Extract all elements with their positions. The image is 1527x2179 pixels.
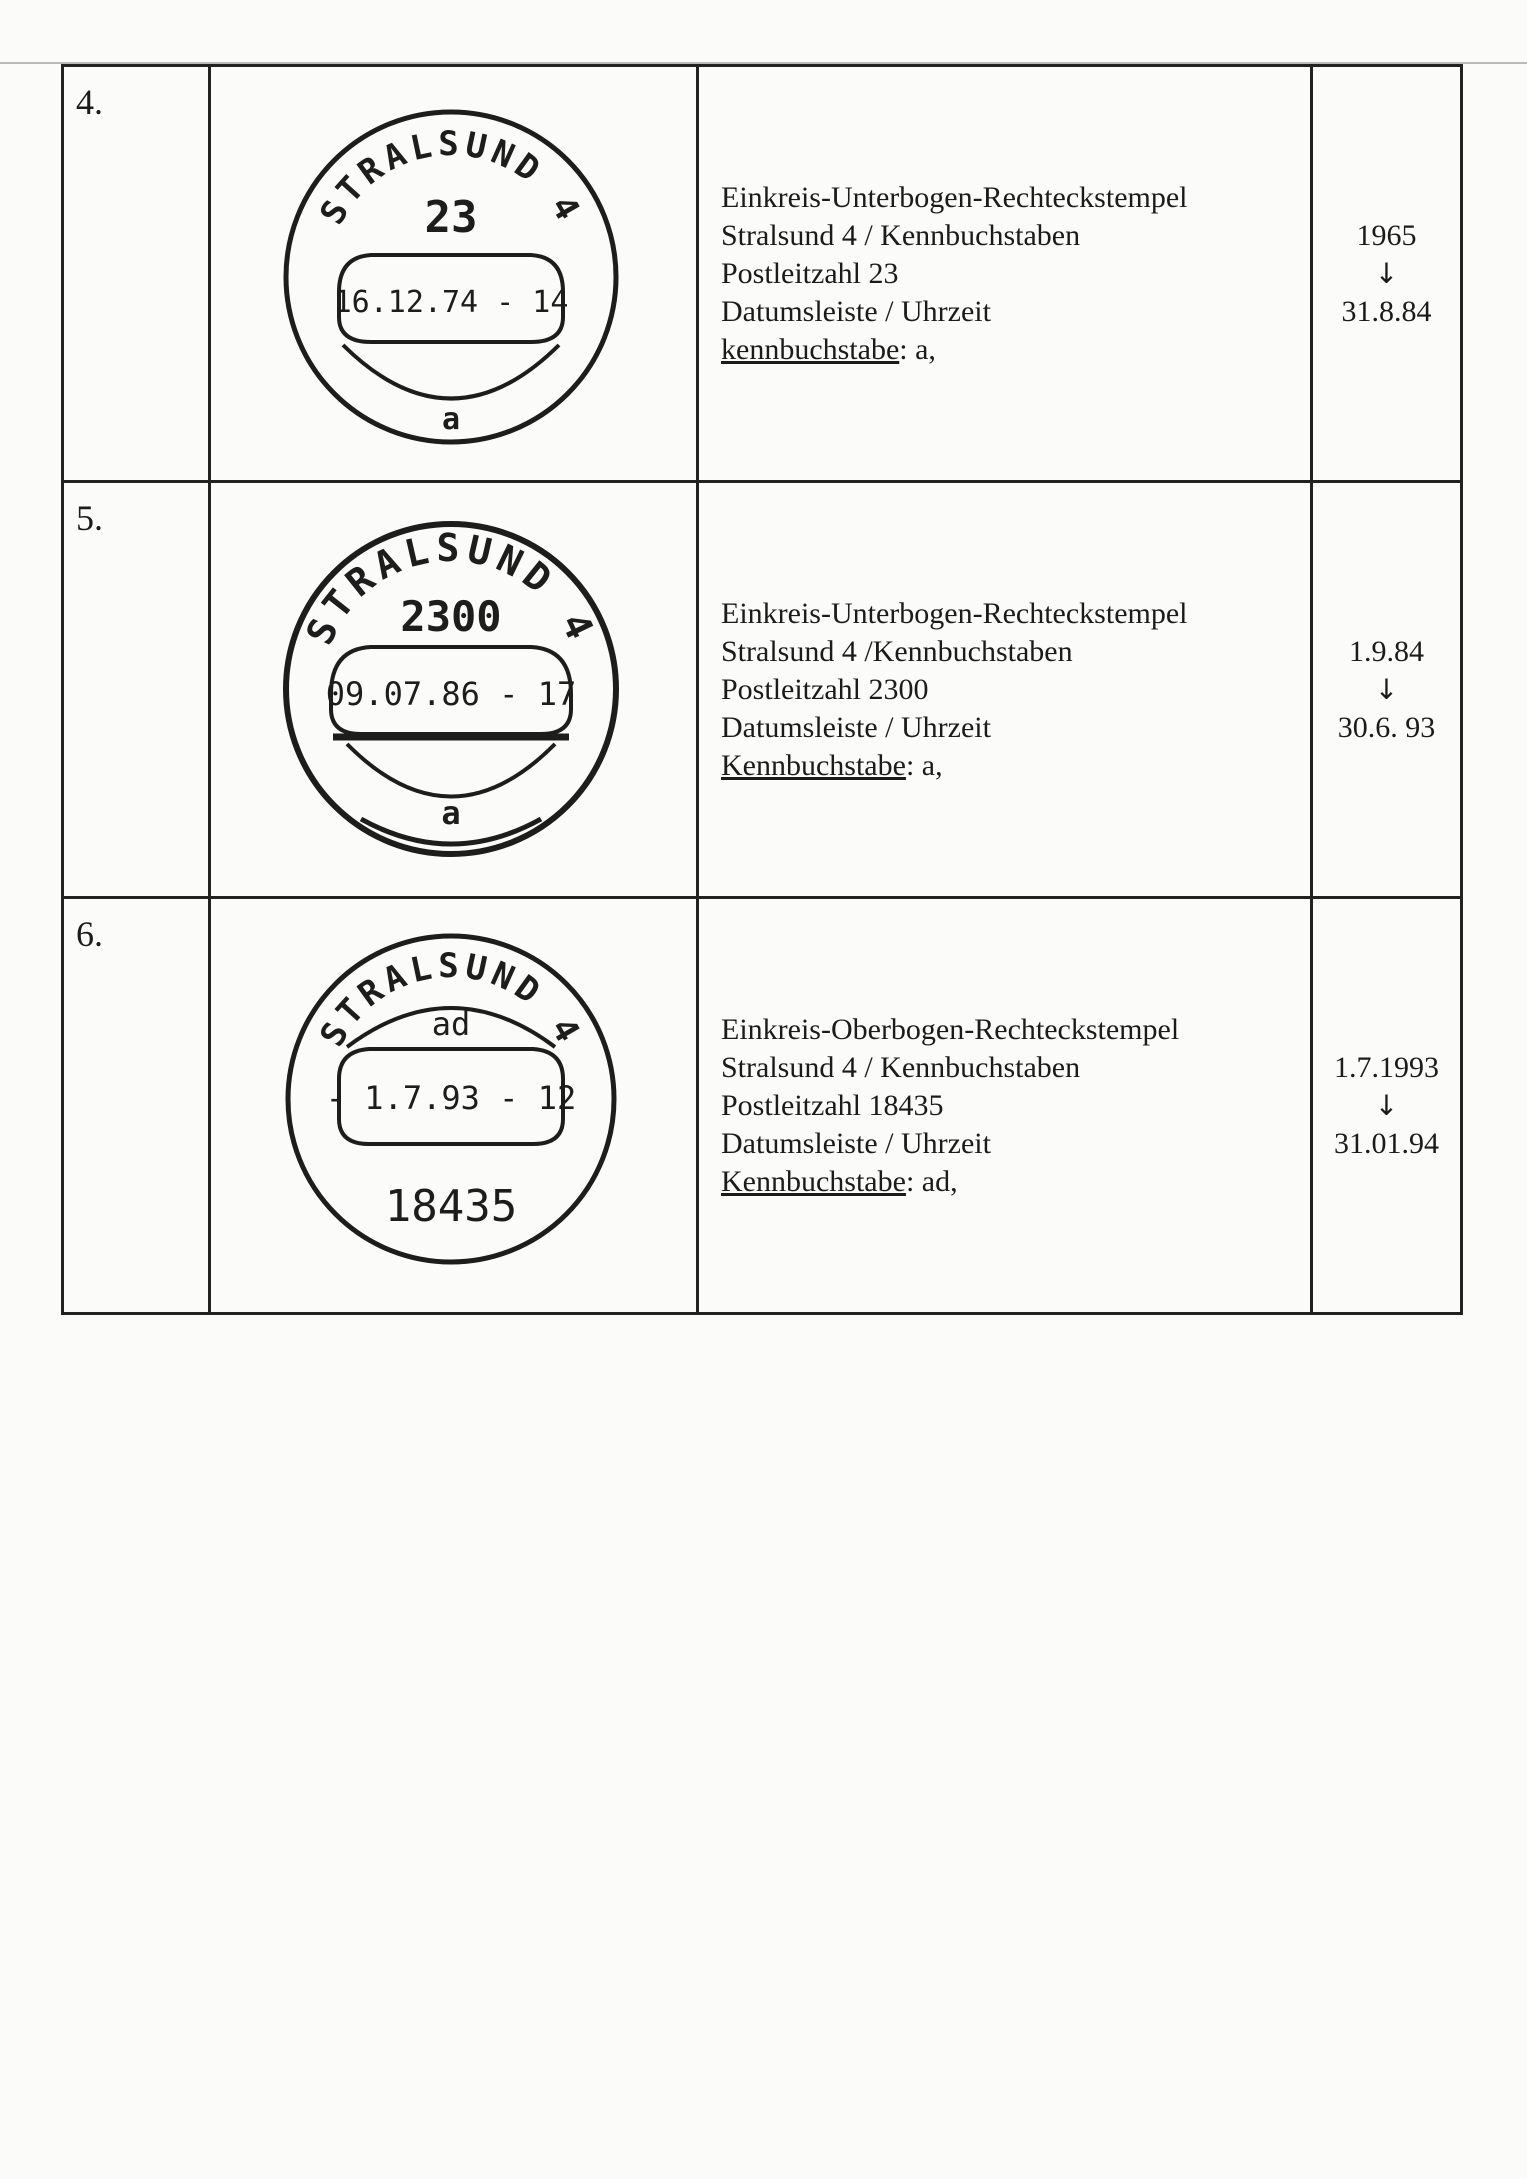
date-to: 31.8.84 xyxy=(1341,294,1432,328)
postmark-table xyxy=(61,64,1463,1315)
arrow-down-icon: ↓ xyxy=(1374,672,1399,706)
stamp-date: 16.12.74 - 14 xyxy=(333,285,569,320)
stamp-type: Einkreis-Oberbogen-Rechteckstempel xyxy=(721,1012,1180,1046)
stamp-letter-value: : a, xyxy=(905,748,943,782)
table-row xyxy=(63,66,1462,482)
postmark-stamp-image xyxy=(281,929,621,1269)
stamp-cell xyxy=(210,898,698,1314)
stamp-postcode: Postleitzahl 23 xyxy=(721,256,899,290)
description-cell xyxy=(698,66,1312,482)
stamp-bottom-text: a xyxy=(441,794,461,832)
stamp-letter-label: kennbuchstabe xyxy=(721,332,900,366)
date-from: 1.9.84 xyxy=(1349,634,1424,668)
row-number: 6. xyxy=(63,898,210,1314)
stamp-cell xyxy=(210,482,698,898)
row-number: 5. xyxy=(63,482,210,898)
stamp-center-text: ad xyxy=(431,1005,471,1043)
stamp-date: - 1.7.93 - 12 xyxy=(325,1079,577,1117)
postmark-stamp-image xyxy=(281,519,621,859)
stamp-city: STRALSUND 4 xyxy=(312,946,590,1054)
stamp-office: Stralsund 4 / Kennbuchstaben xyxy=(721,218,1081,252)
stamp-letter-value: : a, xyxy=(899,332,936,366)
stamp-dateline: Datumsleiste / Uhrzeit xyxy=(721,710,991,744)
stamp-postcode: Postleitzahl 2300 xyxy=(721,672,929,706)
stamp-letter-label: Kennbuchstabe xyxy=(721,748,906,782)
stamp-bottom-text: 18435 xyxy=(384,1181,518,1232)
arrow-down-icon: ↓ xyxy=(1374,256,1399,290)
stamp-date: 09.07.86 - 17 xyxy=(325,675,577,713)
stamp-office: Stralsund 4 / Kennbuchstaben xyxy=(721,1050,1081,1084)
arrow-down-icon: ↓ xyxy=(1374,1088,1399,1122)
date-from: 1.7.1993 xyxy=(1334,1050,1439,1084)
table-row xyxy=(63,482,1462,898)
stamp-city: STRALSUND 4 xyxy=(312,124,590,232)
date-from: 1965 xyxy=(1356,218,1417,252)
stamp-letter-value: : ad, xyxy=(905,1164,958,1198)
stamp-city: STRALSUND 4 xyxy=(297,526,605,652)
stamp-office: Stralsund 4 /Kennbuchstaben xyxy=(721,634,1073,668)
date-range-cell xyxy=(1312,482,1462,898)
stamp-letter-label: Kennbuchstabe xyxy=(721,1164,906,1198)
stamp-cell xyxy=(210,66,698,482)
stamp-center-text: 2300 xyxy=(400,592,502,641)
description-cell xyxy=(698,482,1312,898)
stamp-letter-line xyxy=(721,1163,1310,1201)
postmark-stamp-image xyxy=(281,107,621,447)
stamp-dateline: Datumsleiste / Uhrzeit xyxy=(721,294,991,328)
table-row xyxy=(63,898,1462,1314)
date-to: 30.6. 93 xyxy=(1337,710,1436,744)
description-cell xyxy=(698,898,1312,1314)
stamp-center-text: 23 xyxy=(424,192,478,243)
stamp-postcode: Postleitzahl 18435 xyxy=(721,1088,944,1122)
date-to: 31.01.94 xyxy=(1334,1126,1439,1160)
stamp-letter-line xyxy=(721,747,1310,785)
stamp-type: Einkreis-Unterbogen-Rechteckstempel xyxy=(721,596,1188,630)
stamp-dateline: Datumsleiste / Uhrzeit xyxy=(721,1126,991,1160)
row-number: 4. xyxy=(63,66,210,482)
stamp-letter-line xyxy=(721,331,1310,369)
stamp-type: Einkreis-Unterbogen-Rechteckstempel xyxy=(721,180,1188,214)
stamp-bottom-text: a xyxy=(441,402,461,437)
date-range-cell xyxy=(1312,898,1462,1314)
date-range-cell xyxy=(1312,66,1462,482)
